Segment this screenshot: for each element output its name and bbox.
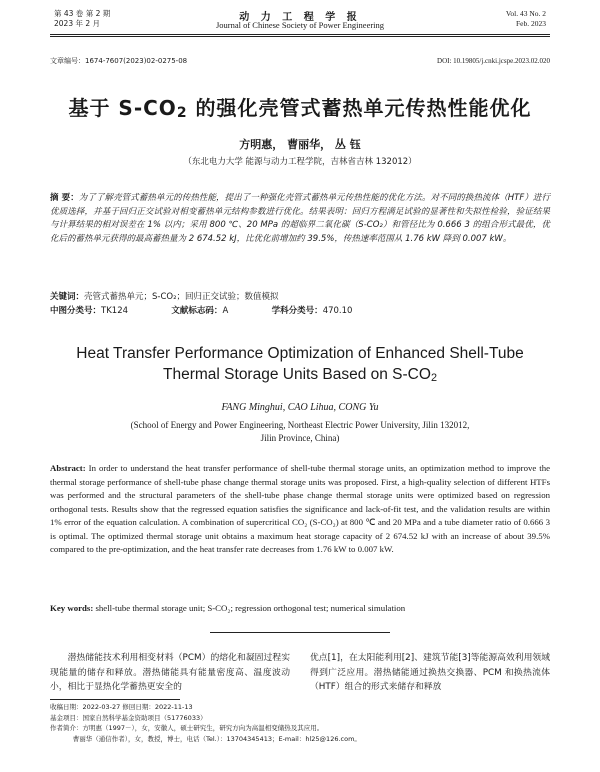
- footnote-fund: 基金项目：国家自然科学基金资助项目（51776033）: [50, 713, 207, 722]
- doi: DOI: 10.19805/j.cnki.jcspe.2023.02.020: [437, 57, 550, 65]
- footnote-received: 收稿日期：2022-03-27 修回日期：2022-11-13: [50, 703, 193, 711]
- keywords-cn-label: 关键词：: [50, 292, 85, 302]
- header-rule-2: [50, 36, 550, 37]
- section-separator: [210, 632, 390, 633]
- header-volume-en: Vol. 43 No. 2: [505, 9, 546, 18]
- classification-cn: 中图分类号：TK124 文献标志码：A 学科分类号：470.10: [50, 306, 353, 316]
- header-rule: [50, 34, 550, 35]
- abstract-cn-label: 摘 要：: [50, 193, 79, 203]
- abstract-cn: 摘 要：为了了解壳管式蓄热单元的传热性能，提出了一种强化壳管式蓄热单元传热性能的优化方法。对不同的换热流体（HTF）进行优质选择，并基于回归正交试验对相变蓄热单元结构参数进行优化。结果表明：回归方程满足试验的显著性和失拟性检验，验证结果与计算结果的相对误差在 1% 以内；采用 800 ℃、20 MPa 的超临界二氧化碳（S-CO₂）和管径比为 0.666 3 的组合形式最优，优化后的蓄热单元获得的最高蓄热量为 2 674.52 kJ，比优化前增加约 39.5%，传热速率范围从 1.76 kW 降到 0.007 kW。: [50, 193, 550, 244]
- keywords-cn: 关键词：壳管式蓄热单元；S-CO₂；回归正交试验；数值模拟: [50, 292, 279, 302]
- authors-cn: 方明惠， 曹丽华， 丛 钰: [239, 138, 361, 151]
- keywords-en: Key words: shell-tube thermal storage unit; S-CO₂; regression orthogonal test; numerical simulation: [50, 603, 406, 613]
- footnote-corresponding: 曹丽华（通信作者），女，教授，博士，电话（Tel.）：13704345413；E-mail：hl25@126.com。: [72, 734, 361, 743]
- article-number: 文章编号：1674-7607(2023)02-0275-08: [50, 57, 188, 65]
- header-journal-en: Journal of Chinese Society of Power Engineering: [215, 20, 385, 30]
- keywords-en-label: Key words:: [50, 603, 94, 613]
- header-date-en: Feb. 2023: [516, 19, 546, 28]
- abstract-en-label: Abstract:: [50, 463, 86, 473]
- footnote-author: 作者简介：方明惠（1997－），女，安徽人，硕士研究生，研究方向为高温相变储热及其应用。: [50, 724, 324, 732]
- authors-en: FANG Minghui, CAO Lihua, CONG Yu: [221, 402, 379, 413]
- footnote-rule: [50, 699, 180, 700]
- title-en: Heat Transfer Performance Optimization of Enhanced Shell-Tube Thermal Storage Units Based on $S-CO_2$: [76, 345, 524, 384]
- affiliation-en: (School of Energy and Power Engineering, Northeast Electric Power University, Jilin 132012, Jilin Province, China): [130, 420, 470, 443]
- body-column-left: 潜热储能技术利用相变材料（PCM）的熔化和凝固过程实现能量的储存和释放。潜热储能具有能量密度高、温度波动小，相比于显热化学蓄热更安全的: [50, 653, 290, 692]
- body-column-right: 优点[1]，在太阳能利用[2]、建筑节能[3]等能源高效利用领域得到广泛应用。潜热储能通过换热交换器、PCM 和换热流体（HTF）组合的形式来储存和释放: [310, 653, 550, 692]
- header-volume-cn: 第 43 卷 第 2 期: [54, 9, 111, 18]
- footnote: [50, 702, 550, 744]
- header-journal-cn: 动 力 工 程 学 报: [239, 12, 361, 23]
- title-cn: 基于 $S-CO_2$ 的强化壳管式蓄热单元传热性能优化: [68, 96, 532, 121]
- header-date-cn: 2023 年 2 月: [54, 19, 101, 28]
- affiliation-cn: （东北电力大学 能源与动力工程学院，吉林省吉林 132012）: [183, 157, 417, 167]
- abstract-en: Abstract: In order to understand the heat transfer performance of shell-tube thermal storage units, an optimization method to improve the thermal storage performance of shell-tube phase change thermal storage units was proposed. First, a high-quality selection of different HTFs was performed and the structural parameters of the shell-tube phase change thermal storage units were optimized based on regression orthogonal tests. Results show that the regressed equation satisfies the significance and lack-of-fit test, and the validation results are within 1% error of the equation calculation. A combination of supercritical CO₂ (S-CO₂) at 800 ℃ and 20 MPa and a tube diameter ratio of 0.666 3 is optimal. The optimized thermal storage unit obtains a maximum heat storage capacity of 2 674.52 kJ with an increase of about 39.5% compared to the pre-optimization, and the heat transfer rate decreases from 1.76 kW to 0.007 kW.: [50, 463, 550, 554]
